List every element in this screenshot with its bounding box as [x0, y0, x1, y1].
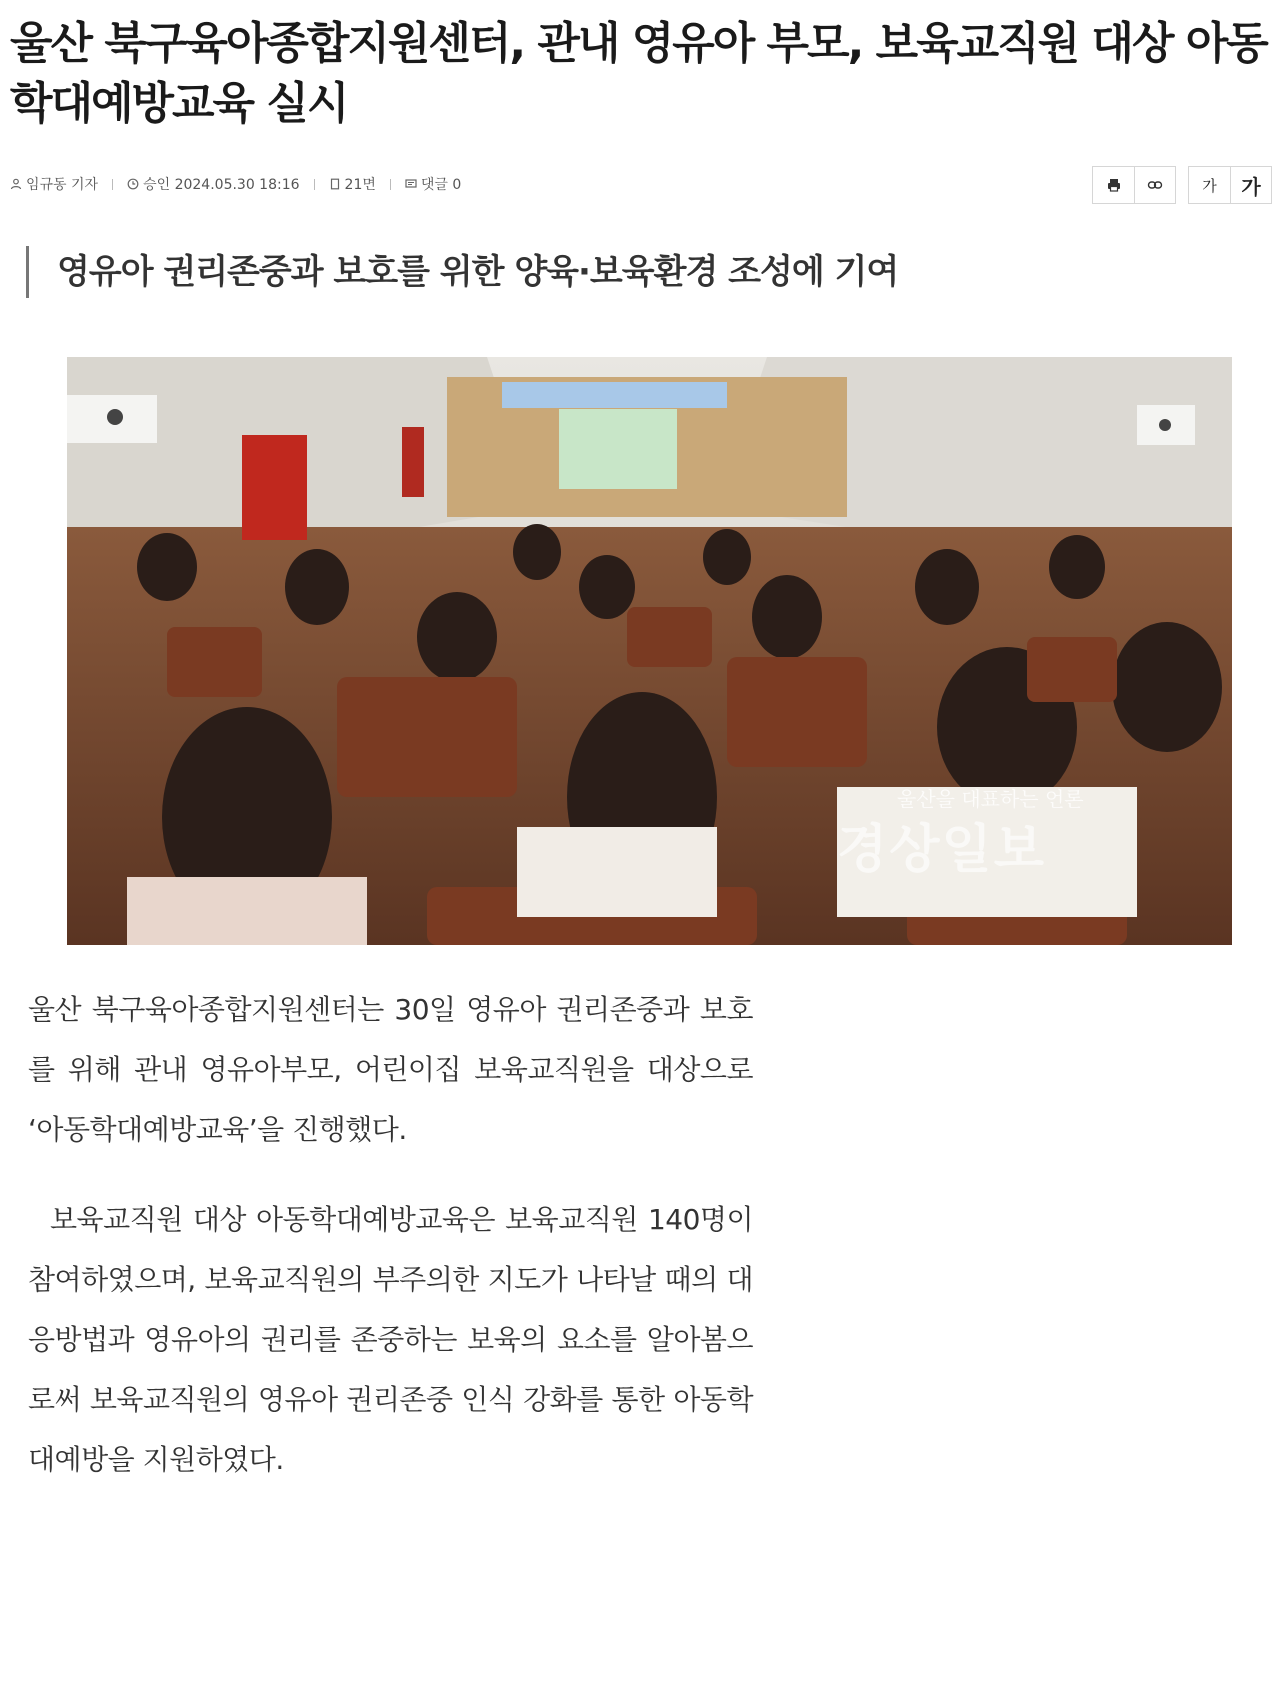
- page-info: [329, 174, 376, 194]
- article-body: [28, 980, 753, 1490]
- meta-divider: [314, 179, 315, 190]
- article-meta: [10, 172, 461, 196]
- page-number: 21면: [344, 177, 376, 193]
- author-info: [10, 174, 98, 194]
- watermark-logo: 경상일보: [837, 820, 1046, 880]
- article-subtitle: 영유아 권리존중과 보호를 위한 양육·보육환경 조성에 기여: [26, 246, 898, 298]
- approved-datetime: 승인 2024.05.30 18:16: [143, 177, 300, 193]
- link-icon: [1147, 177, 1163, 193]
- print-button[interactable]: [1093, 167, 1134, 203]
- article-paragraph: 울산 북구육아종합지원센터는 30일 영유아 권리존중과 보호를 위해 관내 영유아부모, 어린이집 보육교직원을 대상으로 ‘아동학대예방교육’을 진행했다.: [28, 993, 753, 1146]
- article-paragraph: 보육교직원 대상 아동학대예방교육은 보육교직원 140명이 참여하였으며, 보육교직원의 부주의한 지도가 나타날 때의 대응방법과 영유아의 권리를 존중하는 보육의 요소를 알아봄으로써 보육교직원의 영유아 권리존중 인식 강화를 통한 아동학대예방을 지원하였다.: [28, 1203, 753, 1476]
- lecture-hall-illustration: [67, 357, 1232, 945]
- font-increase-button[interactable]: 가: [1230, 167, 1271, 203]
- comments-count: 댓글 0: [420, 177, 462, 193]
- font-decrease-button[interactable]: 가: [1189, 167, 1230, 203]
- comment-icon: [405, 178, 417, 190]
- article-tools: [1092, 166, 1272, 204]
- watermark-tagline: 울산을 대표하는 언론: [897, 787, 1084, 811]
- person-icon: [10, 178, 22, 190]
- approved-info: [127, 174, 299, 194]
- article-photo: [67, 357, 1232, 945]
- comments-info[interactable]: [405, 174, 461, 194]
- clock-icon: [127, 178, 139, 190]
- font-size-tools: [1188, 166, 1272, 204]
- page-icon: [329, 178, 341, 190]
- copy-link-button[interactable]: [1134, 167, 1175, 203]
- author-name: 임규동 기자: [26, 177, 99, 193]
- meta-divider: [390, 179, 391, 190]
- print-icon: [1106, 177, 1122, 193]
- article-headline: 울산 북구육아종합지원센터, 관내 영유아 부모, 보육교직원 대상 아동학대예방교육 실시: [10, 18, 1267, 129]
- meta-divider: [112, 179, 113, 190]
- share-tools: [1092, 166, 1176, 204]
